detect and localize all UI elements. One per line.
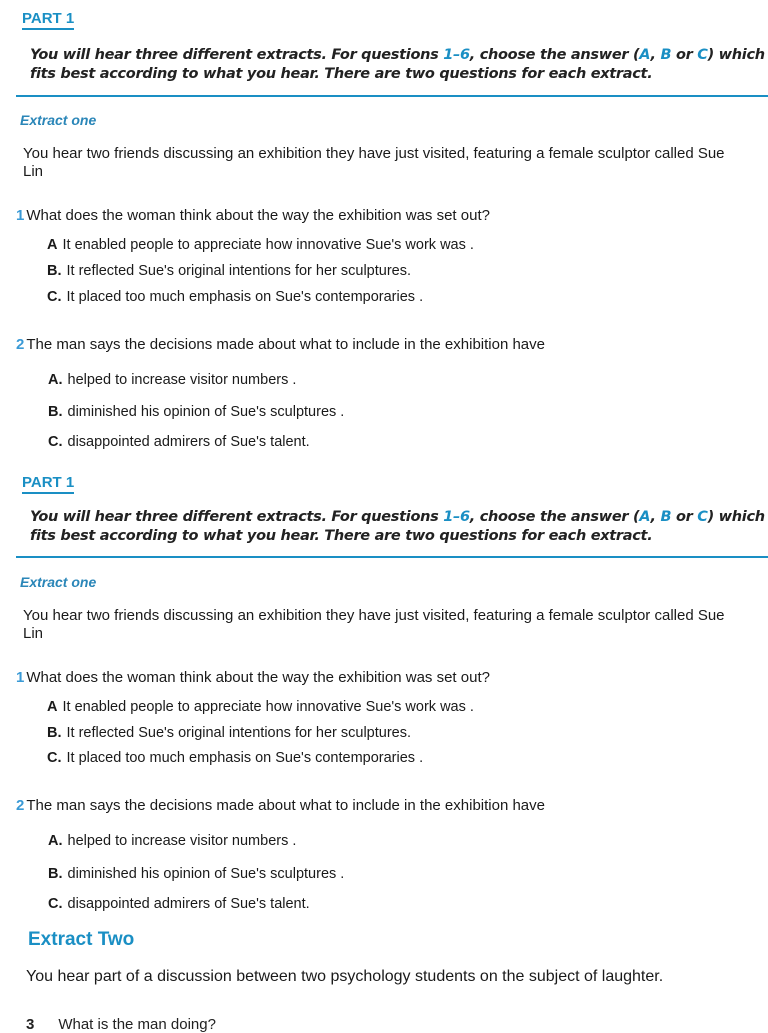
instructions-range: 1–6	[443, 47, 470, 63]
instructions-option-b: B	[660, 509, 672, 525]
option-2c	[48, 896, 310, 912]
question-2	[16, 797, 545, 814]
instructions-post: ) which	[707, 509, 765, 525]
extract-context: You hear two friends discussing an exhibition they have just visited, featuring a female sculptor called Sue Lin	[23, 145, 725, 180]
extract-context: You hear two friends discussing an exhibition they have just visited, featuring a female sculptor called Sue Lin	[23, 607, 725, 642]
instructions-option-a: A	[639, 47, 651, 63]
option-2c	[48, 434, 310, 450]
instructions-post: ) which	[707, 47, 765, 63]
part-heading: PART 1	[22, 10, 74, 30]
question-text: What does the woman think about the way the exhibition was set out?	[26, 207, 490, 224]
option-1b	[47, 263, 411, 279]
instructions-line2: fits best according to what you hear. There are two questions for each extract.	[30, 528, 653, 544]
option-text: helped to increase visitor numbers .	[67, 833, 297, 849]
extract-two-title: Extract Two	[28, 929, 135, 950]
instructions-sep: ,	[650, 509, 661, 525]
option-letter: C.	[47, 750, 62, 766]
instructions-mid: , choose the answer (	[469, 509, 640, 525]
option-text: helped to increase visitor numbers .	[67, 372, 297, 388]
option-letter: A	[47, 237, 58, 253]
option-text: It enabled people to appreciate how innovative Sue's work was .	[62, 237, 474, 253]
instructions-option-b: B	[660, 47, 672, 63]
instructions-or: or	[671, 47, 698, 63]
question-number: 1	[16, 207, 25, 224]
option-text: diminished his opinion of Sue's sculptures .	[67, 404, 345, 420]
option-text: It placed too much emphasis on Sue's contemporaries .	[66, 750, 424, 766]
option-text: It reflected Sue's original intentions for her sculptures.	[66, 725, 412, 741]
option-text: It placed too much emphasis on Sue's contemporaries .	[66, 289, 424, 305]
instructions	[30, 46, 765, 84]
option-1a	[47, 699, 474, 715]
extract-label: Extract one	[20, 574, 97, 590]
option-1c	[47, 750, 423, 766]
question-text: What does the woman think about the way the exhibition was set out?	[26, 669, 490, 686]
question-text: The man says the decisions made about what to include in the exhibition have	[26, 336, 545, 353]
question-number: 1	[16, 669, 25, 686]
extract-two-context: You hear part of a discussion between two psychology students on the subject of laughter.	[26, 968, 664, 985]
question-number: 3	[26, 1016, 35, 1033]
instructions-range: 1–6	[443, 509, 470, 525]
question-1	[16, 207, 490, 224]
section-divider	[16, 95, 768, 97]
option-text: It reflected Sue's original intentions for her sculptures.	[66, 263, 412, 279]
option-text: disappointed admirers of Sue's talent.	[67, 434, 310, 450]
instructions-mid: , choose the answer (	[469, 47, 640, 63]
question-3-partial	[26, 1016, 216, 1033]
option-2a	[48, 833, 296, 849]
option-2a	[48, 372, 296, 388]
option-letter: A.	[48, 833, 63, 849]
option-letter: C.	[48, 434, 63, 450]
instructions-pre: You will hear three different extracts. For questions	[30, 47, 444, 63]
extract-label: Extract one	[20, 112, 97, 128]
option-letter: A	[47, 699, 58, 715]
instructions-pre: You will hear three different extracts. For questions	[30, 509, 444, 525]
option-text: diminished his opinion of Sue's sculptures .	[67, 866, 345, 882]
option-letter: B.	[47, 725, 62, 741]
part-heading: PART 1	[22, 474, 74, 494]
instructions-sep: ,	[650, 47, 661, 63]
instructions-option-c: C	[697, 509, 708, 525]
option-letter: C.	[47, 289, 62, 305]
option-2b	[48, 404, 344, 420]
instructions-or: or	[671, 509, 698, 525]
question-2	[16, 336, 545, 353]
option-letter: A.	[48, 372, 63, 388]
option-letter: B.	[47, 263, 62, 279]
instructions-option-a: A	[639, 509, 651, 525]
option-1b	[47, 725, 411, 741]
instructions-line2: fits best according to what you hear. There are two questions for each extract.	[30, 66, 653, 82]
question-text: The man says the decisions made about what to include in the exhibition have	[26, 797, 545, 814]
question-text: What is the man doing?	[58, 1016, 216, 1033]
section-divider	[16, 556, 768, 558]
question-1	[16, 669, 490, 686]
option-text: It enabled people to appreciate how innovative Sue's work was .	[62, 699, 474, 715]
option-2b	[48, 866, 344, 882]
instructions-option-c: C	[697, 47, 708, 63]
option-letter: B.	[48, 866, 63, 882]
option-text: disappointed admirers of Sue's talent.	[67, 896, 310, 912]
instructions	[30, 508, 765, 546]
question-number: 2	[16, 797, 25, 814]
option-letter: C.	[48, 896, 63, 912]
option-1c	[47, 289, 423, 305]
question-number: 2	[16, 336, 25, 353]
option-1a	[47, 237, 474, 253]
option-letter: B.	[48, 404, 63, 420]
